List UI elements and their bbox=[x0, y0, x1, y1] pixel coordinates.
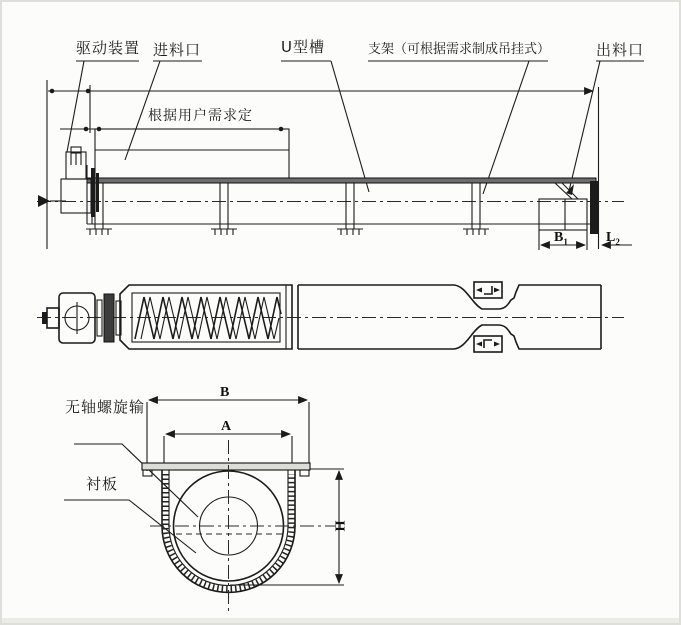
dimension-l2: $L_2$ bbox=[606, 230, 620, 247]
dimension-h: H bbox=[331, 520, 347, 532]
dimension-b: B bbox=[220, 385, 230, 400]
outlet-label: 出料口 bbox=[596, 41, 645, 59]
dimension-a: A bbox=[221, 419, 232, 434]
joint-symbol-bottom bbox=[474, 336, 502, 352]
page-bottom-margin bbox=[2, 618, 681, 625]
drive-device-label: 驱动装置 bbox=[76, 39, 141, 57]
side-elevation-linework bbox=[37, 61, 644, 250]
liner-plate-label: 衬板 bbox=[86, 475, 119, 493]
inlet-label: 进料口 bbox=[153, 41, 202, 59]
shaftless-screw-label: 无轴螺旋输 bbox=[65, 398, 146, 416]
joint-symbol-top bbox=[474, 282, 502, 298]
u-trough-label: U型槽 bbox=[281, 38, 325, 56]
user-requirement-label: 根据用户需求定 bbox=[148, 108, 253, 124]
plan-view-linework bbox=[37, 282, 624, 352]
dimension-b1: $B_1$ bbox=[554, 230, 568, 247]
bracket-label: 支架（可根据需求制成吊挂式） bbox=[368, 42, 551, 57]
cross-section-linework bbox=[64, 400, 347, 612]
